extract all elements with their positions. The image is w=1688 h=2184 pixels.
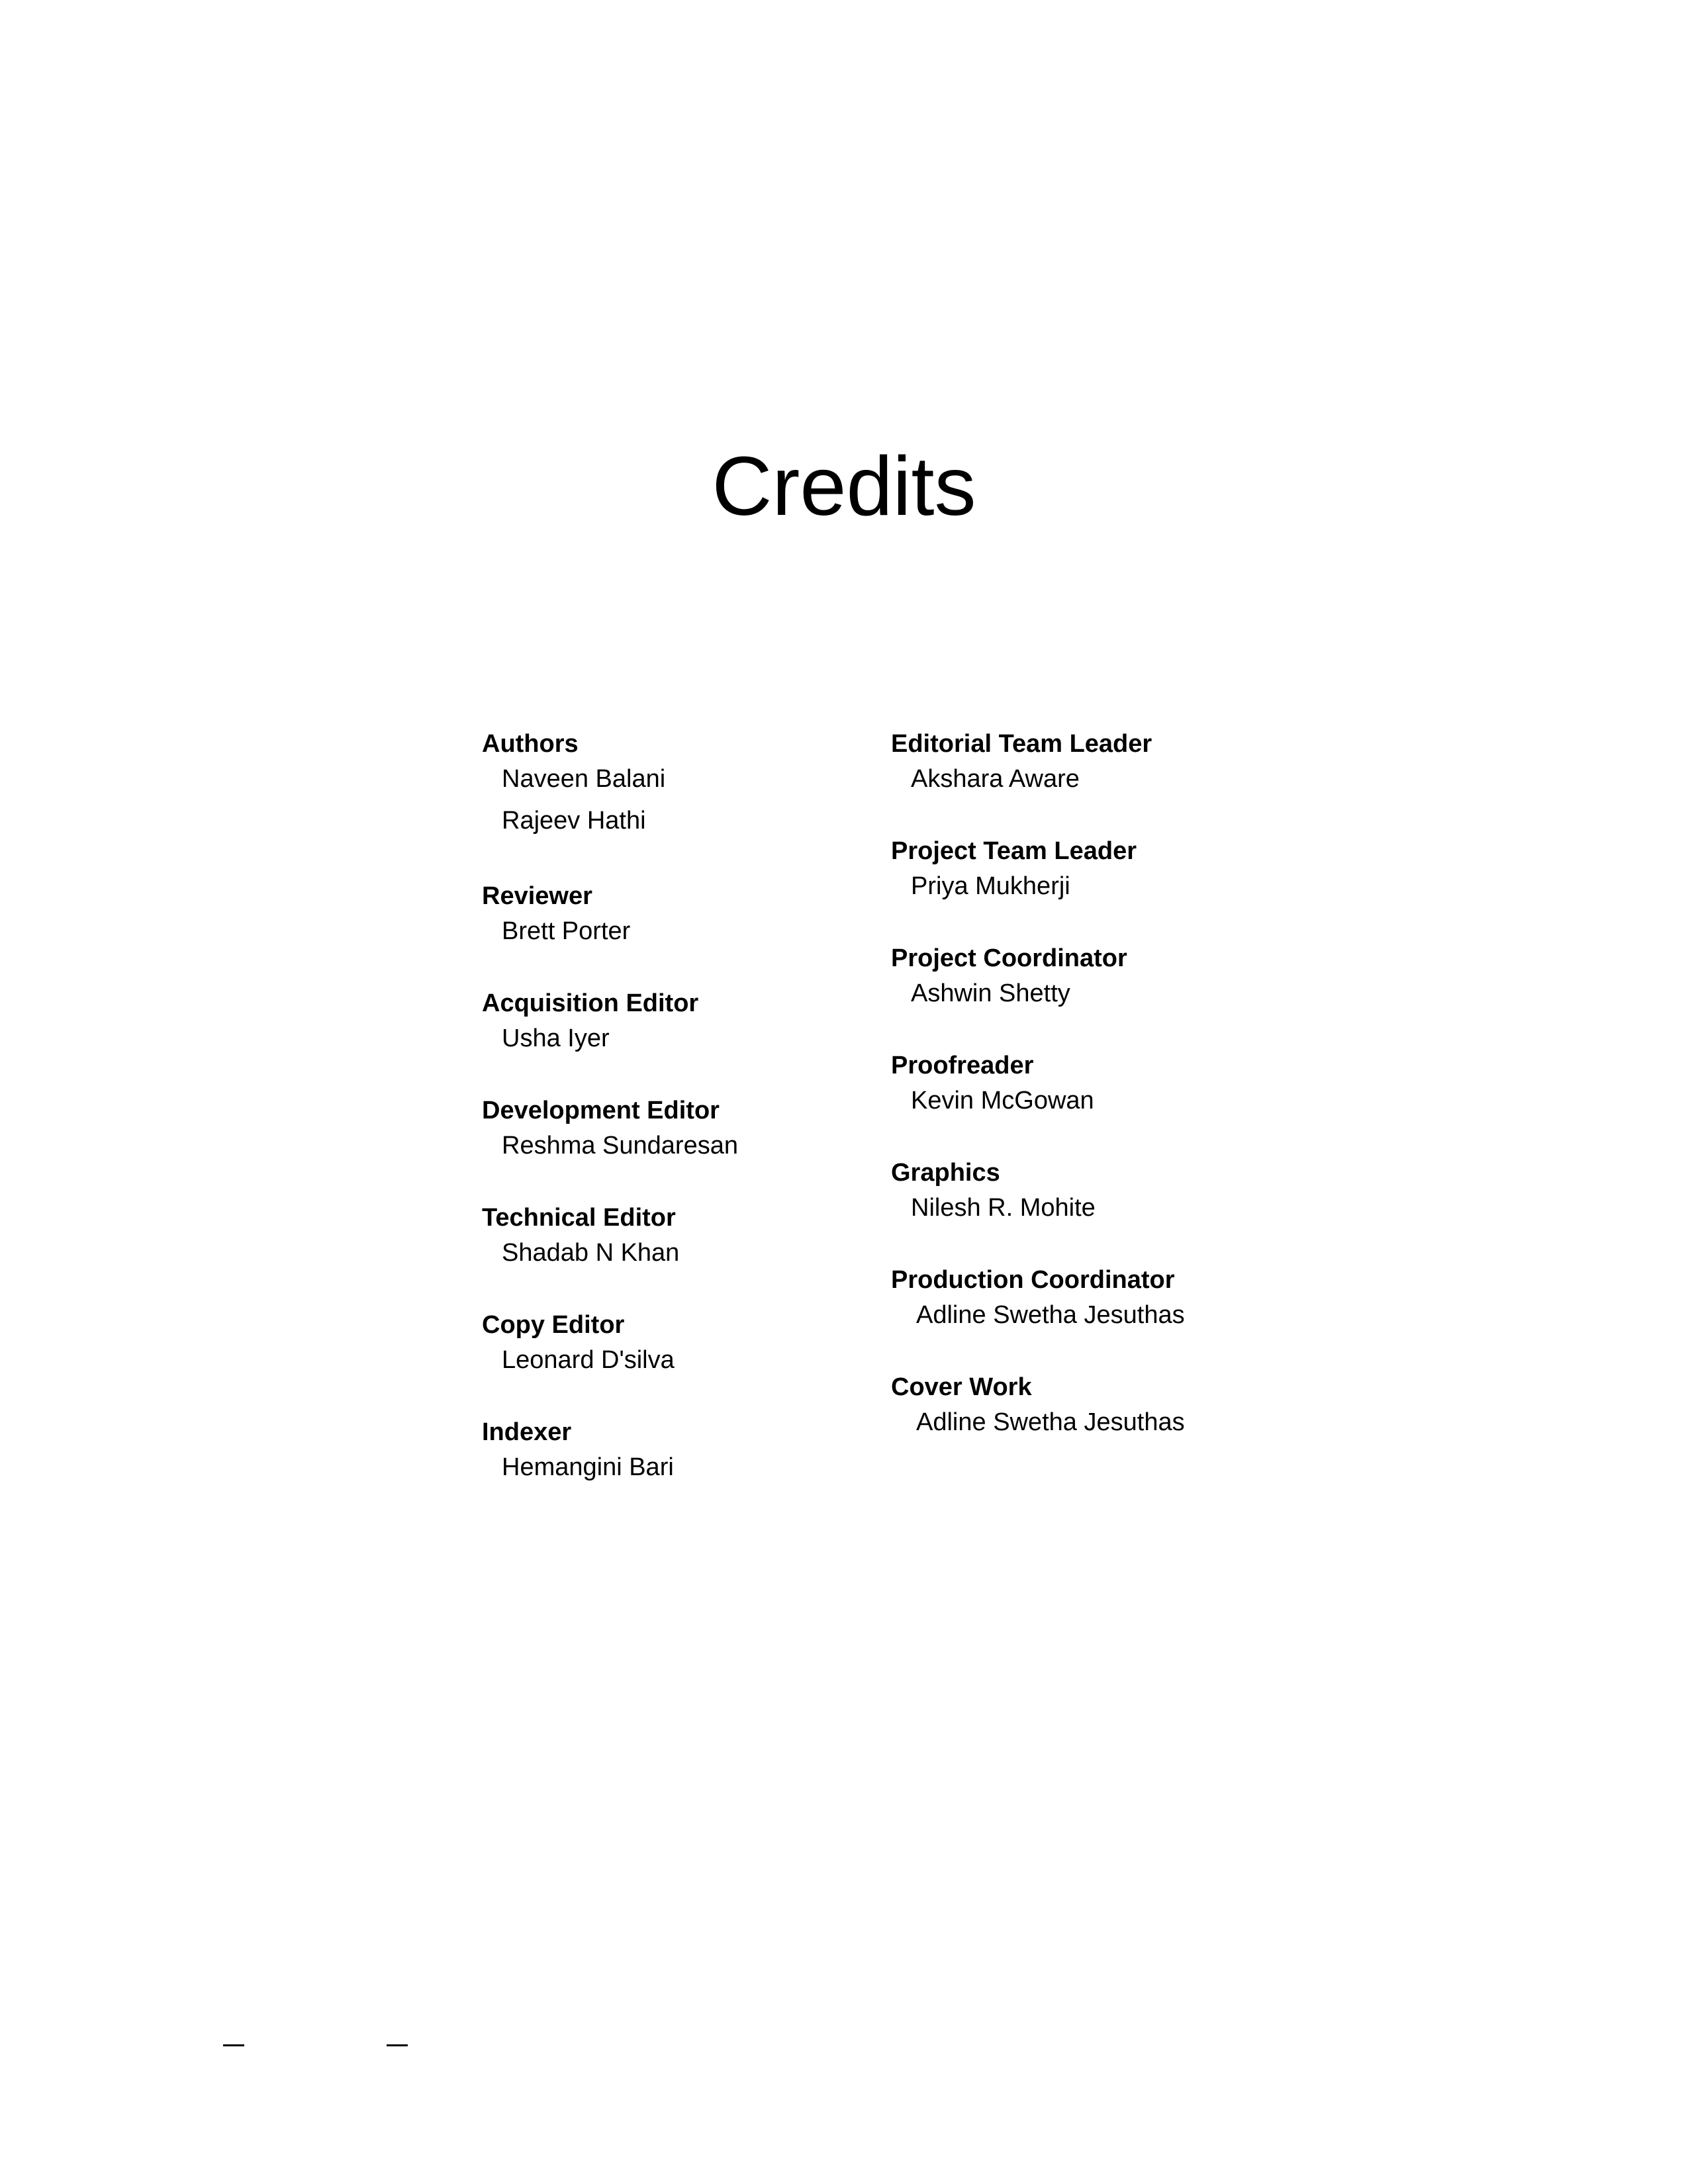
credit-group-project-coordinator	[891, 942, 1262, 1013]
footer-dash	[387, 2044, 408, 2046]
person-name: Priya Mukherji	[911, 872, 1070, 900]
role-heading: Project Coordinator	[891, 944, 1127, 972]
person-name: Rajeev Hathi	[502, 807, 646, 835]
credit-group-acquisition-editor	[482, 987, 853, 1058]
credit-group-cover-work	[891, 1371, 1262, 1441]
person-name: Brett Porter	[502, 917, 631, 945]
credit-group-project-team-leader	[891, 835, 1262, 905]
person-name: Leonard D'silva	[502, 1346, 675, 1374]
person-name: Nilesh R. Mohite	[911, 1194, 1096, 1222]
role-heading: Technical Editor	[482, 1204, 676, 1232]
role-heading: Copy Editor	[482, 1311, 625, 1339]
credit-group-reviewer	[482, 880, 853, 950]
person-name: Adline Swetha Jesuthas	[916, 1408, 1185, 1436]
role-heading: Reviewer	[482, 882, 592, 910]
credit-group-graphics	[891, 1157, 1262, 1227]
credit-group-editorial-team-leader	[891, 728, 1262, 798]
role-heading: Cover Work	[891, 1373, 1032, 1401]
role-heading: Indexer	[482, 1418, 572, 1446]
credit-group-copy-editor	[482, 1309, 853, 1379]
role-heading: Production Coordinator	[891, 1266, 1175, 1294]
credit-group-development-editor	[482, 1095, 853, 1165]
person-name: Kevin McGowan	[911, 1087, 1094, 1115]
role-heading: Acquisition Editor	[482, 989, 699, 1017]
credit-group-indexer	[482, 1416, 853, 1486]
role-heading: Graphics	[891, 1159, 1000, 1187]
role-heading: Project Team Leader	[891, 837, 1137, 865]
person-name: Naveen Balani	[502, 765, 666, 793]
person-name: Shadab N Khan	[502, 1239, 680, 1267]
person-name: Hemangini Bari	[502, 1453, 674, 1481]
role-heading: Editorial Team Leader	[891, 730, 1152, 758]
person-name: Ashwin Shetty	[911, 979, 1070, 1007]
role-heading: Proofreader	[891, 1052, 1034, 1079]
role-heading: Development Editor	[482, 1097, 720, 1124]
role-heading: Authors	[482, 730, 579, 758]
credit-group-proofreader	[891, 1050, 1262, 1120]
person-name: Reshma Sundaresan	[502, 1132, 738, 1160]
page-title: Credits	[712, 439, 976, 533]
person-name: Akshara Aware	[911, 765, 1080, 793]
footer-dash	[223, 2044, 244, 2046]
credit-group-authors	[482, 728, 853, 843]
person-name: Adline Swetha Jesuthas	[916, 1301, 1185, 1329]
person-name: Usha Iyer	[502, 1024, 610, 1052]
credits-column-right	[891, 728, 1262, 1479]
credit-group-technical-editor	[482, 1202, 853, 1272]
credits-column-left	[482, 728, 853, 1524]
credit-group-production-coordinator	[891, 1264, 1262, 1334]
